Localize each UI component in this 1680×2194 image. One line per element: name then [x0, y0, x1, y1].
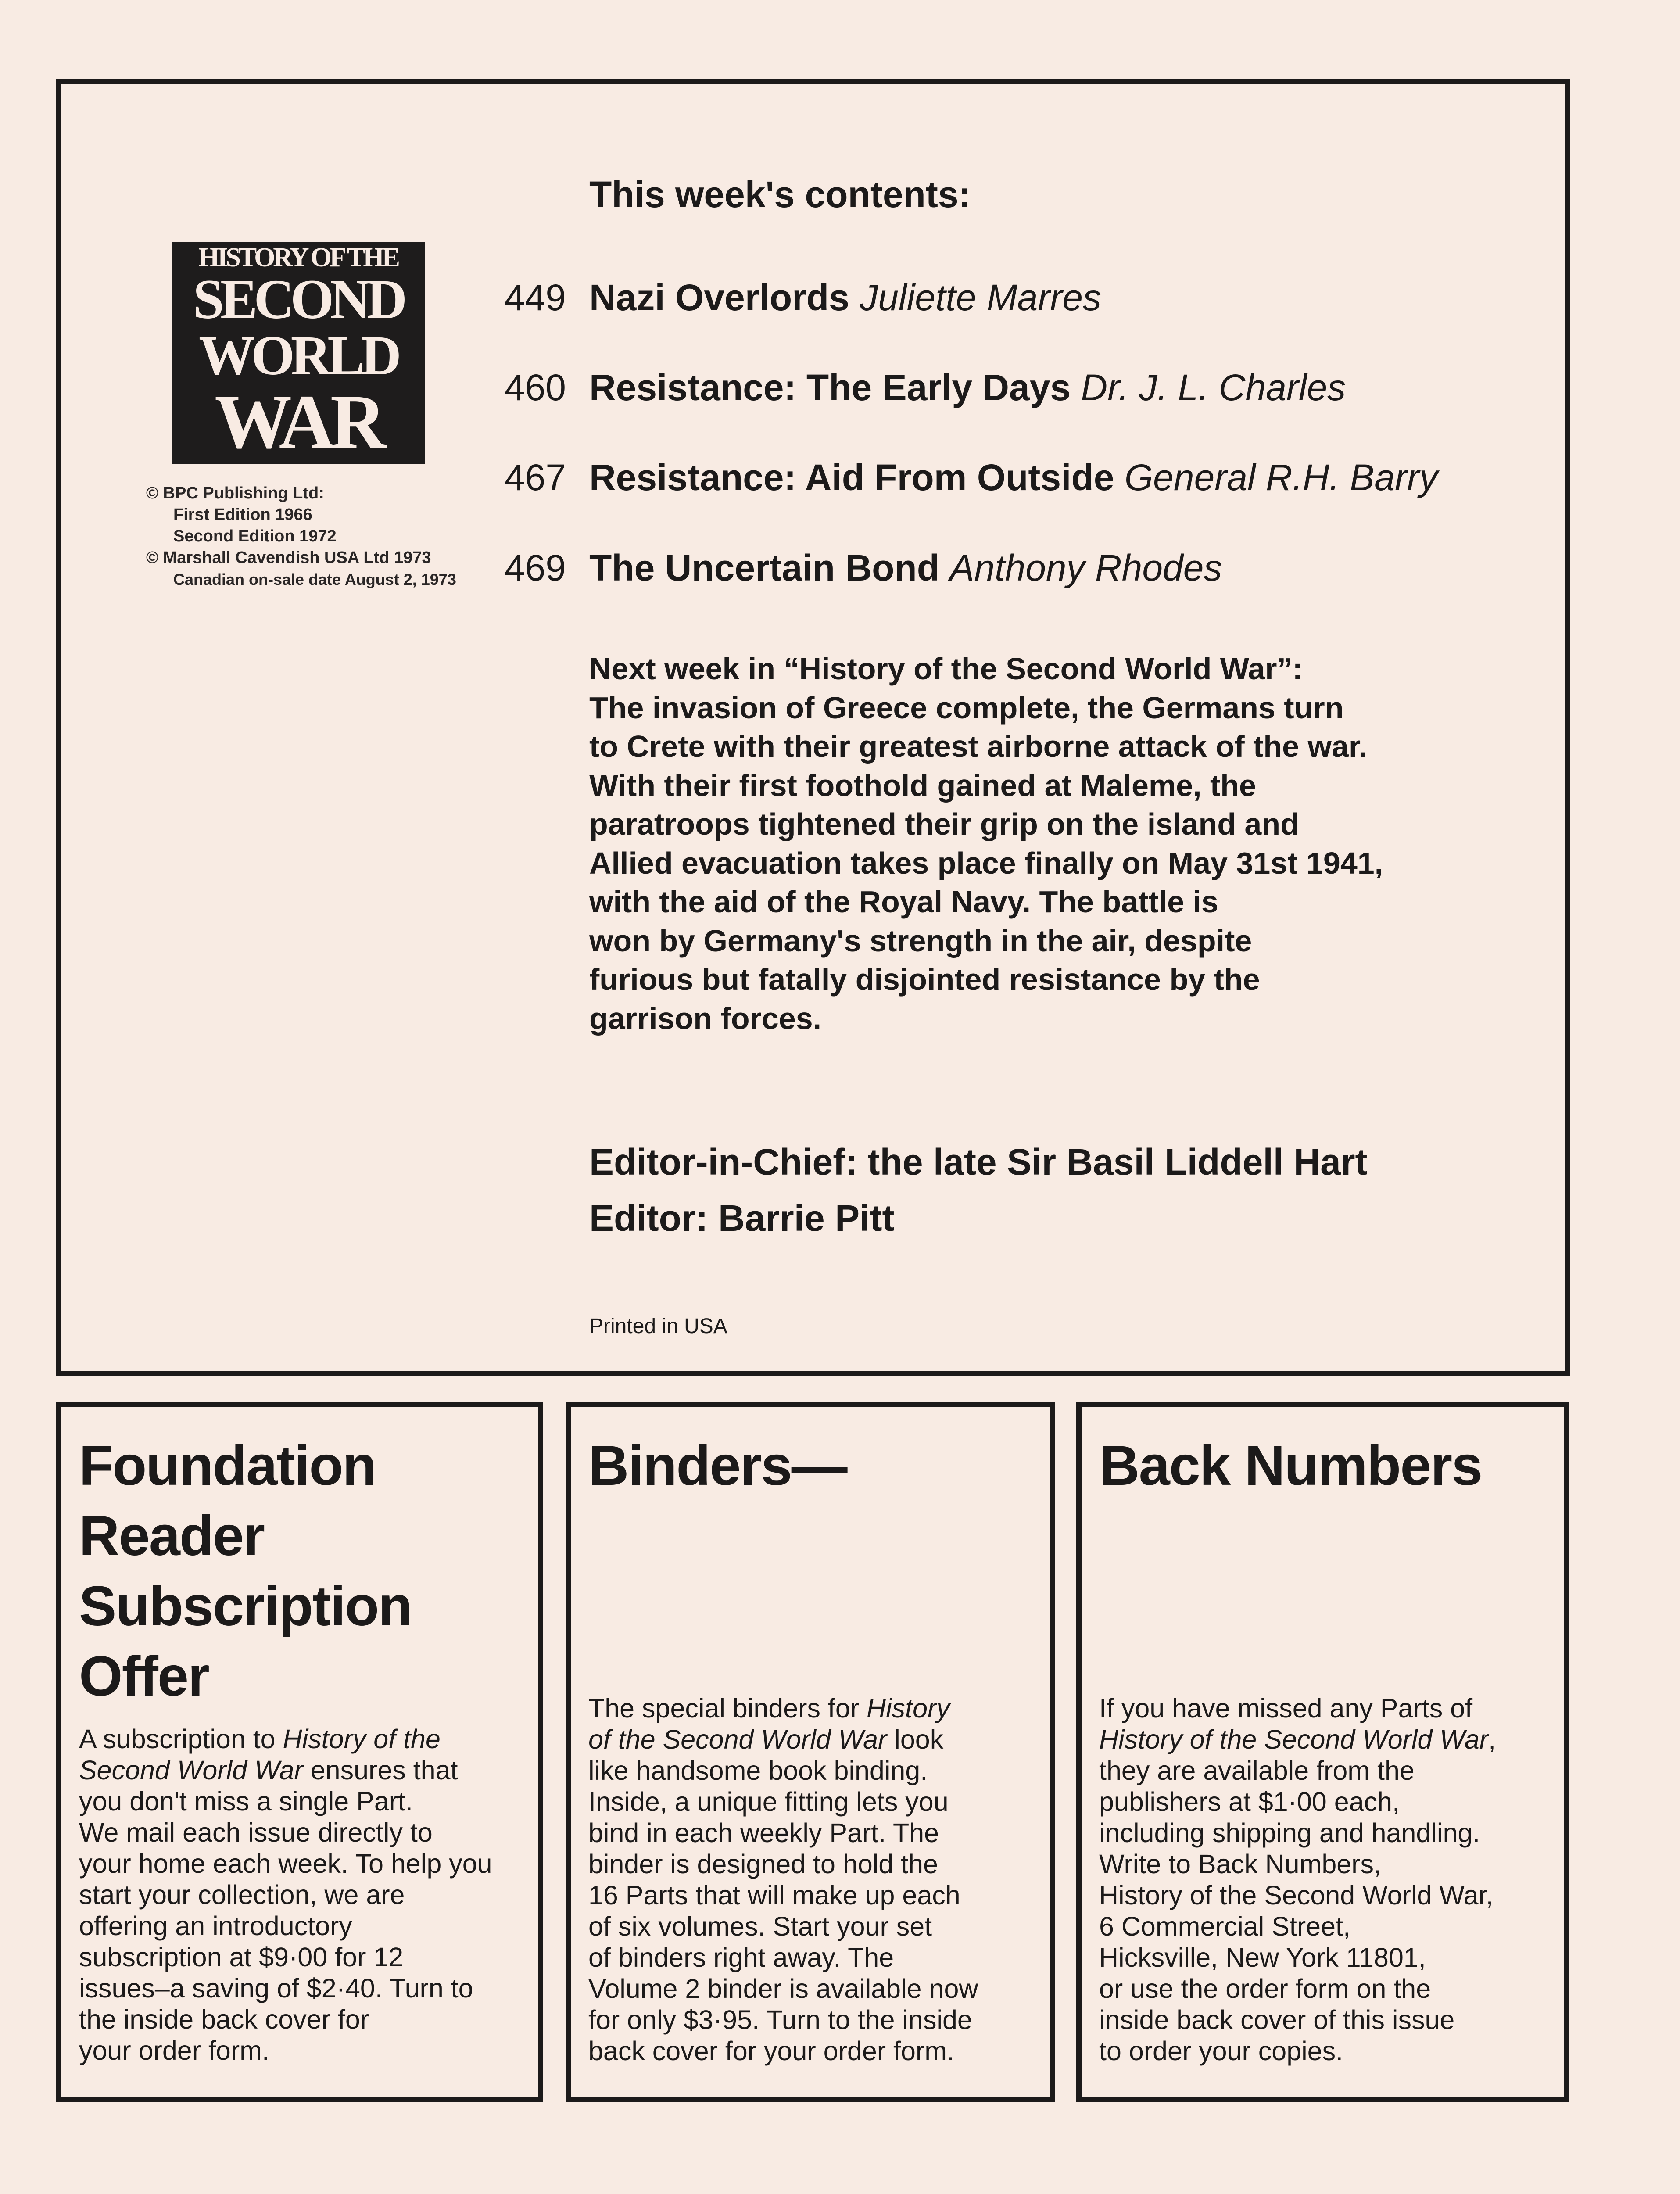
body-text: publishers at $1·00 each, — [1099, 1787, 1400, 1817]
body-text: of six volumes. Start your set — [588, 1911, 932, 1941]
article-author: General R.H. Barry — [1124, 457, 1438, 498]
editor-in-chief: Editor-in-Chief: the late Sir Basil Liddell Hart — [589, 1141, 1368, 1183]
copyright-line: Second Edition 1972 — [173, 527, 337, 545]
body-line — [1099, 1693, 1496, 1724]
body-line — [1099, 1880, 1496, 1911]
magazine-logo — [172, 242, 425, 464]
page-number: 467 — [504, 457, 566, 498]
heading-line: Back Numbers — [1099, 1434, 1482, 1497]
body-line — [588, 1911, 978, 1942]
body-line — [79, 1724, 492, 1755]
body-text: The special binders for — [588, 1693, 867, 1723]
body-line — [79, 2035, 492, 2066]
body-line — [79, 1879, 492, 1911]
body-line — [588, 1818, 978, 1849]
preview-line: Next week in “History of the Second World War”: — [589, 652, 1303, 686]
italic-title-text: History — [867, 1693, 950, 1723]
page-number: 460 — [504, 367, 566, 408]
body-text: binder is designed to hold the — [588, 1849, 938, 1879]
body-text: they are available from the — [1099, 1756, 1415, 1785]
body-text: We mail each issue directly to — [79, 1818, 433, 1847]
body-line — [588, 1973, 978, 2004]
body-line — [1099, 2036, 1496, 2067]
body-text: Hicksville, New York 11801, — [1099, 1943, 1426, 1972]
body-line — [1099, 1973, 1496, 2004]
article-title: The Uncertain Bond — [589, 547, 950, 588]
contents-heading: This week's contents: — [589, 174, 971, 215]
body-line — [79, 1942, 492, 1973]
article-title: Resistance: The Early Days — [589, 367, 1081, 408]
body-text: to order your copies. — [1099, 2036, 1343, 2066]
body-text: Volume 2 binder is available now — [588, 1974, 978, 2004]
body-line — [1099, 1724, 1496, 1755]
body-line — [1099, 1849, 1496, 1880]
body-text: of binders right away. The — [588, 1943, 894, 1972]
preview-line: won by Germany's strength in the air, despite — [589, 923, 1252, 958]
preview-line: garrison forces. — [589, 1001, 822, 1036]
body-text: ensures that — [303, 1755, 458, 1785]
body-text: for only $3·95. Turn to the inside — [588, 2005, 972, 2035]
italic-title-text: Second World War — [79, 1755, 303, 1785]
next-week-preview — [589, 649, 1383, 1038]
body-line — [79, 2004, 492, 2035]
italic-title-text: History of the — [283, 1724, 441, 1754]
box-body — [1099, 1693, 1496, 2067]
copyright-notice — [146, 483, 456, 590]
body-line — [79, 1817, 492, 1848]
back-numbers-box — [1076, 1402, 1569, 2102]
body-text: look — [887, 1724, 944, 1754]
box-heading — [588, 1431, 847, 1501]
body-text: If you have missed any Parts of — [1099, 1693, 1473, 1723]
page-number: 449 — [504, 277, 566, 318]
box-heading — [79, 1431, 412, 1712]
logo-line: SECOND — [193, 268, 404, 330]
box-body — [588, 1693, 978, 2067]
article-author: Dr. J. L. Charles — [1081, 367, 1346, 408]
body-text: like handsome book binding. — [588, 1756, 928, 1785]
body-text: the inside back cover for — [79, 2004, 369, 2034]
preview-line: paratroops tightened their grip on the island and — [589, 807, 1299, 841]
body-line — [588, 1942, 978, 1973]
subscription-box — [56, 1402, 543, 2102]
body-text: History of the Second World War, — [1099, 1880, 1494, 1910]
body-line — [588, 2004, 978, 2036]
box-body — [79, 1724, 492, 2066]
logo-line: HISTORY OF THE — [198, 243, 398, 272]
preview-line: With their first foothold gained at Maleme, the — [589, 768, 1256, 803]
printed-in: Printed in USA — [589, 1315, 727, 1338]
body-line — [79, 1973, 492, 2004]
logo-line: WORLD — [199, 324, 398, 387]
copyright-line: © Marshall Cavendish USA Ltd 1973 — [146, 548, 431, 567]
body-text: Inside, a unique fitting lets you — [588, 1787, 949, 1817]
body-text: bind in each weekly Part. The — [588, 1818, 939, 1848]
body-text: your home each week. To help you — [79, 1849, 492, 1879]
preview-line: The invasion of Greece complete, the Germans turn — [589, 690, 1344, 725]
body-line — [1099, 1786, 1496, 1818]
body-line — [1099, 2004, 1496, 2036]
preview-line: to Crete with their greatest airborne attack of the war. — [589, 729, 1368, 764]
body-line — [1099, 1818, 1496, 1849]
body-text: or use the order form on the — [1099, 1974, 1431, 2004]
article-title: Nazi Overlords — [589, 277, 860, 318]
binders-box — [566, 1402, 1055, 2102]
body-text: inside back cover of this issue — [1099, 2005, 1455, 2035]
copyright-line: Canadian on-sale date August 2, 1973 — [173, 570, 456, 588]
page-number: 469 — [504, 547, 566, 588]
article-author: Anthony Rhodes — [949, 547, 1222, 588]
preview-line: furious but fatally disjointed resistance by the — [589, 962, 1260, 997]
body-text: issues–a saving of $2·40. Turn to — [79, 1973, 473, 2003]
copyright-line: First Edition 1966 — [173, 505, 312, 524]
body-text: back cover for your order form. — [588, 2036, 954, 2066]
heading-line: Subscription — [79, 1575, 412, 1638]
body-line — [79, 1911, 492, 1942]
body-line — [588, 1693, 978, 1724]
body-line — [588, 1755, 978, 1786]
body-text: subscription at $9·00 for 12 — [79, 1942, 404, 1972]
italic-title-text: of the Second World War — [588, 1724, 887, 1754]
body-text: you don't miss a single Part. — [79, 1786, 413, 1816]
body-line — [588, 1880, 978, 1911]
body-line — [79, 1848, 492, 1879]
body-line — [79, 1786, 492, 1817]
body-text: 6 Commercial Street, — [1099, 1911, 1350, 1941]
body-line — [588, 1786, 978, 1818]
body-line — [588, 1724, 978, 1755]
body-line — [588, 1849, 978, 1880]
body-text: offering an introductory — [79, 1911, 352, 1941]
body-text: start your collection, we are — [79, 1880, 405, 1910]
editor: Editor: Barrie Pitt — [589, 1197, 895, 1239]
logo-line: WAR — [215, 379, 382, 465]
article-title: Resistance: Aid From Outside — [589, 457, 1125, 498]
heading-line: Offer — [79, 1645, 209, 1708]
preview-line: Allied evacuation takes place finally on May 31st 1941, — [589, 846, 1383, 880]
italic-title-text: History of the Second World War — [1099, 1724, 1489, 1754]
copyright-line: © BPC Publishing Ltd: — [146, 484, 324, 502]
body-line — [1099, 1911, 1496, 1942]
body-text: A subscription to — [79, 1724, 283, 1754]
heading-line: Foundation — [79, 1434, 376, 1497]
box-heading — [1099, 1431, 1482, 1501]
body-line — [588, 2036, 978, 2067]
body-text: including shipping and handling. — [1099, 1818, 1480, 1848]
body-text: Write to Back Numbers, — [1099, 1849, 1381, 1879]
body-text: , — [1488, 1724, 1496, 1754]
body-text: 16 Parts that will make up each — [588, 1880, 960, 1910]
body-line — [1099, 1755, 1496, 1786]
heading-line: Binders— — [588, 1434, 847, 1497]
body-text: your order form. — [79, 2036, 269, 2065]
article-author: Juliette Marres — [860, 277, 1102, 318]
body-line — [79, 1755, 492, 1786]
preview-line: with the aid of the Royal Navy. The battle is — [589, 885, 1218, 919]
heading-line: Reader — [79, 1505, 264, 1567]
body-line — [1099, 1942, 1496, 1973]
